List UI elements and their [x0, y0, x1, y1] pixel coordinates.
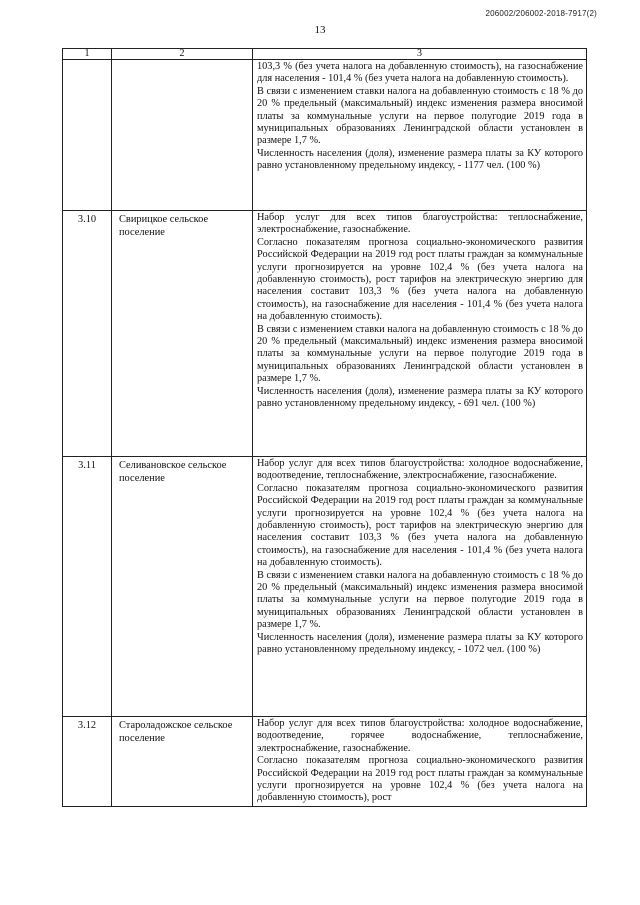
paragraph: В связи с изменением ставки налога на добавленную стоимость с 18 % до 20 % предельный (максимальный) индекс изменения размера вносимой платы за коммунальные услуги на первое полугодие 2019 года в муниципальных образованиях Ленинградской области установлен в размере 1,7 %.: [257, 323, 583, 385]
paragraph: 103,3 % (без учета налога на добавленную стоимость), на газоснабжение для населения - 101,4 % (без учета налога на добавленную стоимость).: [257, 61, 583, 85]
table-row: [63, 717, 587, 807]
paragraph: Набор услуг для всех типов благоустройства: теплоснабжение, электроснабжение, газоснабжение.: [257, 212, 583, 236]
table-header-row: [63, 49, 587, 60]
paragraph: Численность населения (доля), изменение размера платы за КУ которого равно установленному предельному индексу, - 1072 чел. (100 %): [257, 631, 583, 656]
row-number: 3.10: [63, 211, 112, 457]
settlement-name: Староладожское сельское поселение: [112, 717, 253, 807]
paragraph: Набор услуг для всех типов благоустройства: холодное водоснабжение, водоотведение, теплоснабжение, электроснабжение, газоснабжение.: [257, 458, 583, 482]
table-row: [63, 211, 587, 457]
paragraph: Согласно показателям прогноза социально-экономического развития Российской Федерации на 2019 год рост платы граждан за коммунальные услуги прогнозируется на уровне 102,4 % (без учета налога на добавленную стоимость), рост тарифов на электрическую энергию для населения составит 103,3 % (без учета налога на добавленную стоимость), на газоснабжение для населения - 101,4 % (без учета налога на добавленную стоимость).: [257, 236, 583, 323]
row-description: [253, 457, 587, 717]
row-description: [253, 211, 587, 457]
row-number: 3.12: [63, 717, 112, 807]
paragraph: Численность населения (доля), изменение размера платы за КУ которого равно установленному предельному индексу, - 1177 чел. (100 %): [257, 147, 583, 172]
column-header-1: 1: [63, 49, 112, 60]
settlement-name: [112, 60, 253, 211]
row-number: [63, 60, 112, 211]
paragraph: Согласно показателям прогноза социально-экономического развития Российской Федерации на 2019 год рост платы граждан за коммунальные услуги прогнозируется на уровне 102,4 % (без учета налога на добавленную стоимость), рост: [257, 755, 583, 804]
row-number: 3.11: [63, 457, 112, 717]
column-header-2: 2: [112, 49, 253, 60]
row-description: [253, 60, 587, 211]
document-number: 206002/206002-2018-7917(2): [485, 9, 597, 18]
tariff-table: [62, 48, 587, 807]
paragraph: Набор услуг для всех типов благоустройства: холодное водоснабжение, водоотведение, горячее водоснабжение, теплоснабжение, электроснабжение, газоснабжение.: [257, 718, 583, 754]
paragraph: В связи с изменением ставки налога на добавленную стоимость с 18 % до 20 % предельный (максимальный) индекс изменения размера вносимой платы за коммунальные услуги на первое полугодие 2019 года в муниципальных образованиях Ленинградской области установлен в размере 1,7 %.: [257, 85, 583, 147]
paragraph: Согласно показателям прогноза социально-экономического развития Российской Федерации на 2019 год рост платы граждан за коммунальные услуги прогнозируется на уровне 102,4 % (без учета налога на добавленную стоимость), рост тарифов на электрическую энергию для населения составит 103,3 % (без учета налога на добавленную стоимость), на газоснабжение для населения - 101,4 % (без учета налога на добавленную стоимость).: [257, 482, 583, 569]
row-description: [253, 717, 587, 807]
paragraph: Численность населения (доля), изменение размера платы за КУ которого равно установленному предельному индексу, - 691 чел. (100 %): [257, 385, 583, 410]
paragraph: В связи с изменением ставки налога на добавленную стоимость с 18 % до 20 % предельный (максимальный) индекс изменения размера вносимой платы за коммунальные услуги на первое полугодие 2019 года в муниципальных образованиях Ленинградской области установлен в размере 1,7 %.: [257, 569, 583, 631]
table-row: [63, 457, 587, 717]
settlement-name: Свирицкое сельское поселение: [112, 211, 253, 457]
table-row: [63, 60, 587, 211]
settlement-name: Селивановское сельское поселение: [112, 457, 253, 717]
column-header-3: 3: [253, 49, 587, 60]
page-number: 13: [314, 24, 326, 36]
